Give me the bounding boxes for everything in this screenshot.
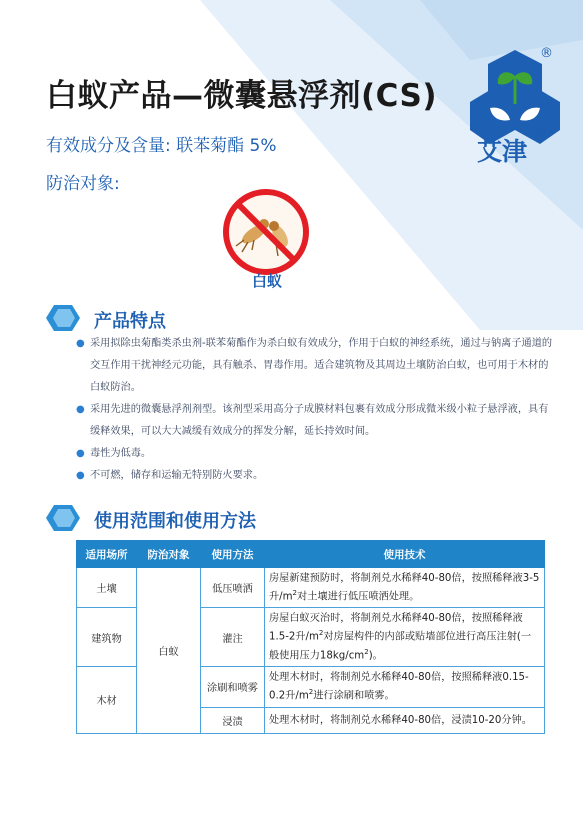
list-item: ● 毒性为低毒。 bbox=[76, 443, 554, 465]
active-ingredient: 有效成分及含量: 联苯菊酯 5% bbox=[46, 136, 277, 156]
technique-cell: 处理木材时，将制剂兑水稀释40-80倍，按照稀释液0.15-0.2升$/m^2$进行涂刷和喷雾。 bbox=[265, 667, 545, 707]
page-title: 白蚁产品—微囊悬浮剂(CS) bbox=[46, 78, 437, 114]
column-header: 使用技术 bbox=[265, 541, 545, 568]
list-item: ● 采用拟除虫菊酯类杀虫剂-联苯菊酯作为杀白蚁有效成分，作用于白蚁的神经系统，通过与钠离子通道的交互作用干扰神经元功能，具有触杀、胃毒作用。适合建筑物及其周边土壤防治白蚁，也可用于木材的白蚁防治。 bbox=[76, 333, 554, 399]
method-cell: 低压喷洒 bbox=[201, 568, 265, 608]
pest-caption: 白蚁 bbox=[251, 272, 282, 290]
feature-list bbox=[76, 333, 554, 487]
usage-heading: 使用范围和使用方法 bbox=[94, 511, 256, 532]
brand-name: 艾津 bbox=[477, 137, 528, 166]
bullet-icon: ● bbox=[76, 338, 85, 349]
target-cell: 白蚁 bbox=[137, 568, 201, 734]
place-cell: 土壤 bbox=[77, 568, 137, 608]
features-heading: 产品特点 bbox=[94, 311, 166, 332]
list-item: ● 不可燃，储存和运输无特别防火要求。 bbox=[76, 465, 554, 487]
hexagon-icon bbox=[44, 303, 82, 333]
hexagon-icon bbox=[44, 503, 82, 533]
method-cell: 灌注 bbox=[201, 608, 265, 667]
technique-cell: 房屋新建预防时，将制剂兑水稀释40-80倍，按照稀释液3-5升$/m^2$对土壤进行低压喷洒处理。 bbox=[265, 568, 545, 608]
table-header-row bbox=[77, 541, 545, 568]
place-cell: 建筑物 bbox=[77, 608, 137, 667]
bullet-icon: ● bbox=[76, 448, 85, 459]
registered-mark: ® bbox=[540, 46, 553, 61]
bullet-icon: ● bbox=[76, 470, 85, 481]
no-termite-icon bbox=[218, 186, 314, 282]
bullet-icon: ● bbox=[76, 404, 85, 415]
column-header: 适用场所 bbox=[77, 541, 137, 568]
column-header: 防治对象 bbox=[137, 541, 201, 568]
technique-cell: 房屋白蚁灭治时，将制剂兑水稀释40-80倍，按照稀释液1.5-2升$/m^2$对房屋构件的内部或贴墙部位进行高压注射(一般使用压力$18kg/cm^2$)。 bbox=[265, 608, 545, 667]
column-header: 使用方法 bbox=[201, 541, 265, 568]
table-row bbox=[77, 568, 545, 608]
technique-cell: 处理木材时，将制剂兑水稀释40-80倍，浸渍10-20分钟。 bbox=[265, 707, 545, 733]
list-item: ● 采用先进的微囊悬浮剂剂型。该剂型采用高分子成膜材料包裹有效成分形成微米级小粒子悬浮液，具有缓释效果，可以大大减缓有效成分的挥发分解，延长持效时间。 bbox=[76, 399, 554, 443]
place-cell: 木材 bbox=[77, 667, 137, 733]
usage-table bbox=[76, 540, 545, 734]
method-cell: 浸渍 bbox=[201, 707, 265, 733]
target-label: 防治对象: bbox=[46, 174, 120, 194]
method-cell: 涂刷和喷雾 bbox=[201, 667, 265, 707]
registered-mark-small: ® bbox=[536, 126, 547, 139]
